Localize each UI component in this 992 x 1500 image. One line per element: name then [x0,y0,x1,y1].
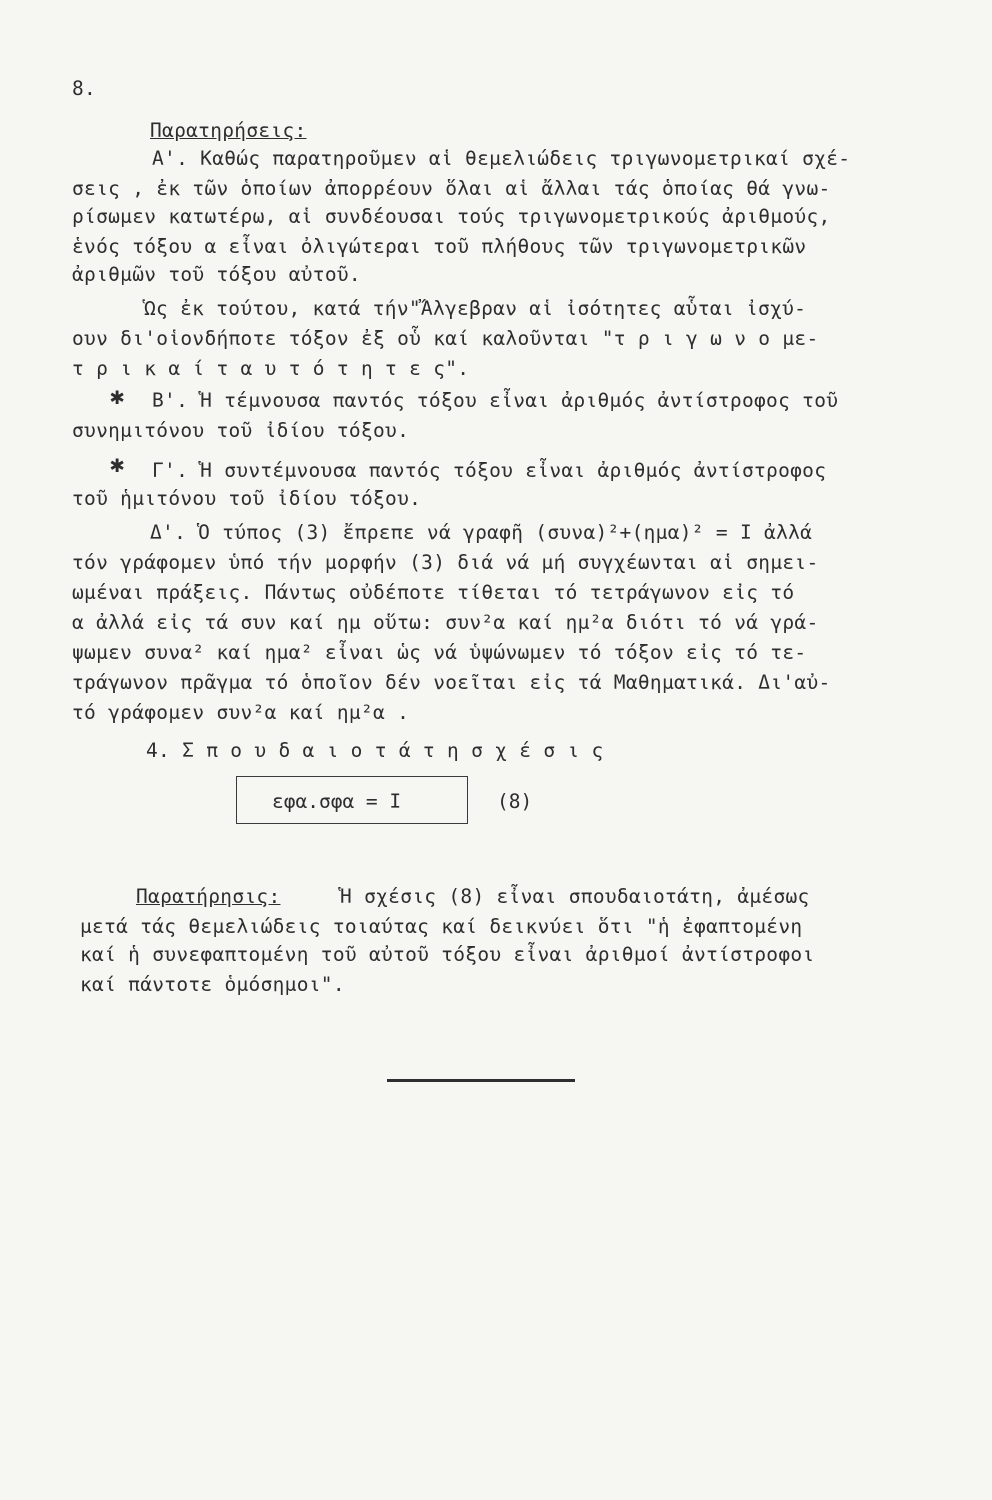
asterisk-icon: ✱ [110,382,125,410]
remark-d-line: τράγωνον πρᾶγμα τό ὁποῖον δέν νοεῖται εἰς τά Μαθηματικά. Δι'αὐ- [72,671,831,694]
remark2-heading: Παρατήρησις: [136,885,281,908]
remarks-line: ἀριθμῶν τοῦ τόξου αὐτοῦ. [72,263,361,286]
identity-line: ουν δι'οἱονδήποτε τόξον ἐξ οὗ καί καλοῦνται "τ ρ ι γ ω ν ο με- [72,327,819,350]
formula: εφα.σφα = Ι [272,790,402,813]
remark2-line: Ἡ σχέσις (8) εἶναι σπουδαιοτάτη, ἀμέσως [340,885,810,908]
remark2-line: καί πάντοτε ὁμόσημοι". [80,973,345,996]
remarks-line: ρίσωμεν κατωτέρω, αἱ συνδέουσαι τούς τριγωνομετρικούς ἀριθμούς, [72,205,831,228]
identity-line: Ὡς ἐκ τούτου, κατά τήν"Ἄλγεβραν αἱ ἰσότητες αὗται ἰσχύ- [144,297,807,320]
remarks-line: σεις , ἐκ τῶν ὁποίων ἀπορρέουν ὅλαι αἱ ἄλλαι τάς ὁποίας θά γνω- [72,177,831,200]
page-number: 8. [72,77,97,100]
remarks-line: ἑνός τόξου α εἶναι ὀλιγώτεραι τοῦ πλήθους τῶν τριγωνομετρικῶν [72,235,807,258]
remark-d-line: τό γράφομεν συν²α καί ημ²α . [72,701,410,724]
remark2-line: μετά τάς θεμελιώδεις τοιαύτας καί δεικνύει ὅτι "ἡ ἐφαπτομένη [80,915,803,938]
section-heading: 4. Σ π ο υ δ α ι ο τ ά τ η σ χ έ σ ι ς [146,739,604,762]
remark-d-line: Δ'. Ὁ τύπος (3) ἔπρεπε νά γραφῆ (συνα)²+(ημα)² = Ι ἀλλά [150,521,813,544]
remarks-heading: Παρατηρήσεις: [150,119,307,142]
identity-line: τ ρ ι κ α ί τ α υ τ ό τ η τ ε ς". [72,357,470,380]
remark2-line: καί ἡ συνεφαπτομένη τοῦ αὐτοῦ τόξου εἶναι ἀριθμοί ἀντίστροφοι [80,943,815,966]
remark-d-line: τόν γράφομεν ὑπό τήν μορφήν (3) διά νά μή συγχέωνται αἱ σημει- [72,551,819,574]
end-rule [387,1079,575,1082]
remark-b-line: συνημιτόνου τοῦ ἰδίου τόξου. [72,419,410,442]
remark-d-line: ψωμεν συνα² καί ημα² εἶναι ὡς νά ὑψώνωμεν τό τόξον εἰς τό τε- [72,641,807,664]
remark-c-line: τοῦ ἡμιτόνου τοῦ ἰδίου τόξου. [72,487,422,510]
asterisk-icon: ✱ [110,450,125,478]
remarks-line: Α'. Καθώς παρατηροῦμεν αἱ θεμελιώδεις τριγωνομετρικαί σχέ- [152,147,851,170]
remark-d-line: α ἀλλά εἰς τά συν καί ημ οὕτω: συν²α καί ημ²α διότι τό νά γρά- [72,611,819,634]
remark-d-line: ωμέναι πράξεις. Πάντως οὐδέποτε τίθεται τό τετράγωνον εἰς τό [72,581,795,604]
formula-number: (8) [497,790,533,813]
remark-c-line: Γ'. Ἡ συντέμνουσα παντός τόξου εἶναι ἀριθμός ἀντίστροφος [152,459,827,482]
remark-b-line: Β'. Ἡ τέμνουσα παντός τόξου εἶναι ἀριθμός ἀντίστροφος τοῦ [152,389,839,412]
